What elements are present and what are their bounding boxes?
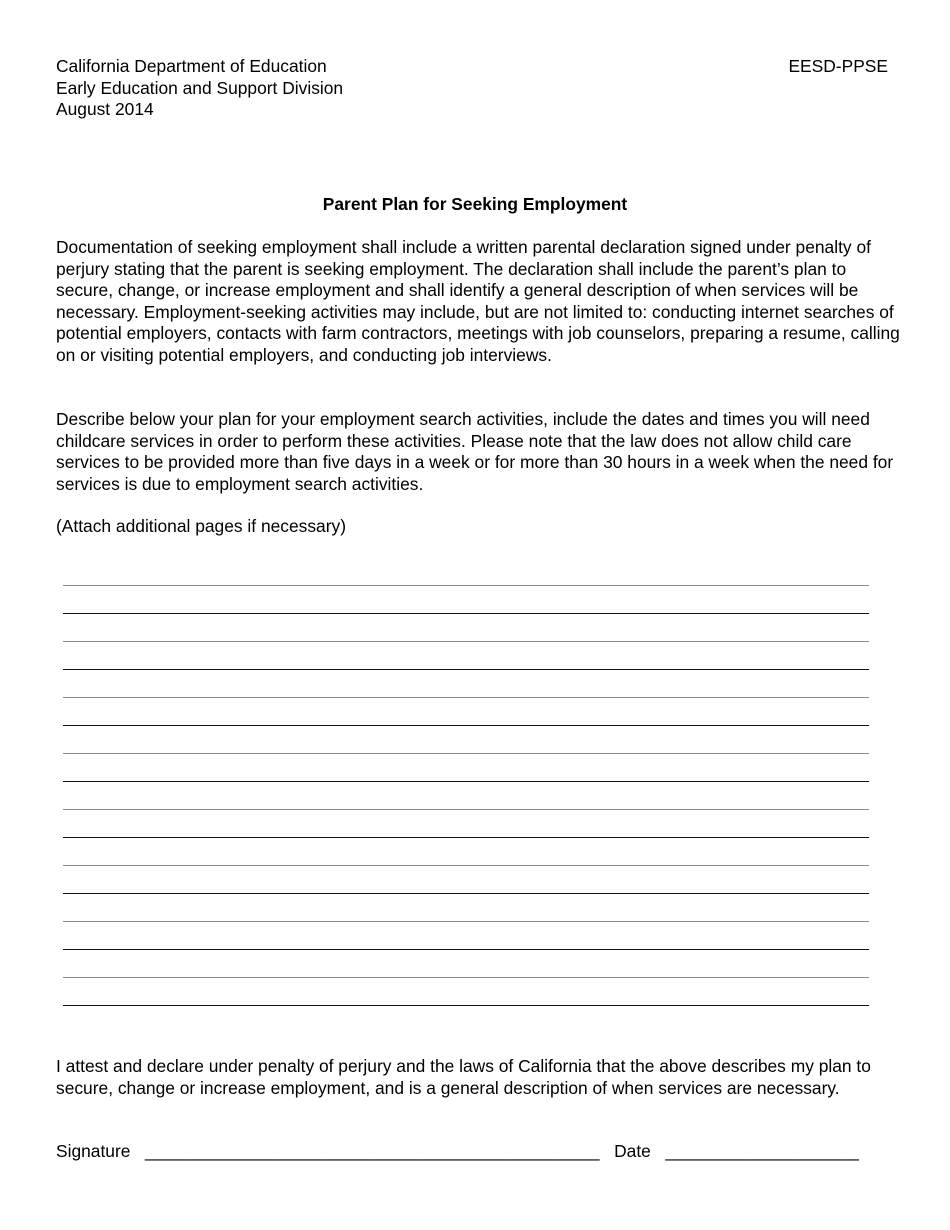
signature-row (56, 1141, 859, 1163)
attestation-statement: I attest and declare under penalty of perjury and the laws of California that the above describes my plan to secure, change or increase employment, and is a general description of when services are necessary. (56, 1056, 871, 1098)
form-date: August 2014 (56, 99, 154, 119)
form-code: EESD-PPSE (788, 56, 888, 76)
signature-field[interactable]: _______________________________________________ (144, 1141, 600, 1161)
page-title: Parent Plan for Seeking Employment (322, 194, 628, 214)
writing-line[interactable] (63, 641, 869, 642)
attach-note: (Attach additional pages if necessary) (56, 516, 347, 536)
date-field[interactable]: ____________________ (665, 1141, 859, 1161)
writing-line[interactable] (63, 809, 869, 810)
writing-line[interactable] (63, 725, 869, 726)
division-name: Early Education and Support Division (56, 77, 344, 98)
department-name: California Department of Education (56, 56, 327, 76)
writing-line[interactable] (63, 893, 869, 894)
writing-line[interactable] (63, 753, 869, 754)
writing-line[interactable] (63, 837, 869, 838)
writing-line[interactable] (63, 781, 869, 782)
writing-line[interactable] (63, 949, 869, 950)
writing-line[interactable] (63, 1005, 869, 1006)
signature-label: Signature (56, 1141, 131, 1161)
writing-line[interactable] (63, 669, 869, 670)
writing-line[interactable] (63, 697, 869, 698)
header-organization (56, 56, 556, 121)
writing-line[interactable] (63, 865, 869, 866)
date-label: Date (614, 1141, 651, 1161)
writing-line[interactable] (63, 977, 869, 978)
writing-line[interactable] (63, 585, 869, 586)
writing-line[interactable] (63, 613, 869, 614)
writing-line[interactable] (63, 921, 869, 922)
documentation-paragraph: Documentation of seeking employment shall include a written parental declaration signed under penalty of perjury stating that the parent is seeking employment. The declaration shall include the parent’s plan to secure, change, or increase employment and shall identify a general description of when services will be necessary. Employment-seeking activities may include, but are not limited to: conducting internet searches of potential employers, contacts with farm contractors, meetings with job counselors, preparing a resume, calling on or visiting potential employers, and conducting job interviews. (56, 237, 900, 365)
instructions-paragraph: Describe below your plan for your employment search activities, include the dates and times you will need childcare services in order to perform these activities. Please note that the law does not allow child care services to be provided more than five days in a week or for more than 30 hours in a week when the need for services is due to employment search activities. (56, 409, 894, 494)
